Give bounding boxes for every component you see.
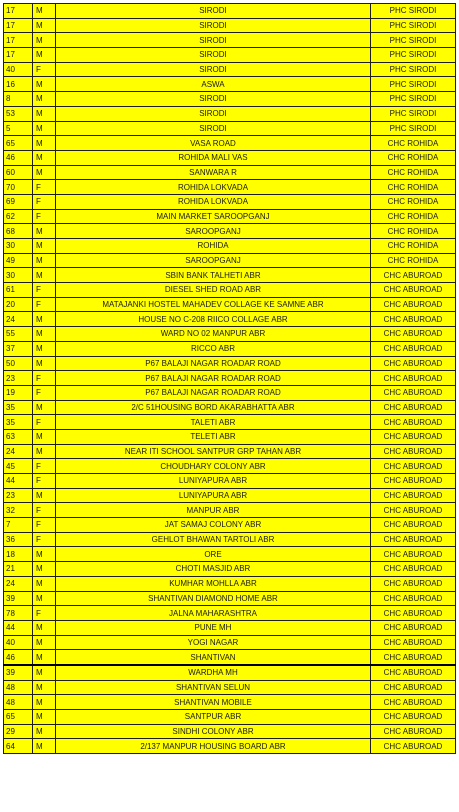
- address-cell[interactable]: SAROOPGANJ: [56, 253, 371, 268]
- hospital-cell[interactable]: PHC SIRODI: [371, 106, 456, 121]
- hospital-cell[interactable]: CHC ROHIDA: [371, 165, 456, 180]
- hospital-cell[interactable]: CHC ABUROAD: [371, 429, 456, 444]
- age-cell[interactable]: 8: [4, 92, 33, 107]
- hospital-cell[interactable]: CHC ABUROAD: [371, 268, 456, 283]
- age-cell[interactable]: 55: [4, 327, 33, 342]
- sex-cell[interactable]: M: [33, 4, 56, 19]
- hospital-cell[interactable]: CHC ABUROAD: [371, 474, 456, 489]
- sex-cell[interactable]: M: [33, 620, 56, 635]
- address-cell[interactable]: P67 BALAJI NAGAR ROADAR ROAD: [56, 371, 371, 386]
- hospital-cell[interactable]: CHC ROHIDA: [371, 194, 456, 209]
- table-row: [4, 724, 456, 739]
- hospital-cell[interactable]: CHC ABUROAD: [371, 680, 456, 695]
- sex-cell[interactable]: M: [33, 444, 56, 459]
- address-cell[interactable]: SIRODI: [56, 4, 371, 19]
- table-row: [4, 562, 456, 577]
- sex-cell[interactable]: M: [33, 429, 56, 444]
- address-cell[interactable]: JALNA MAHARASHTRA: [56, 606, 371, 621]
- age-cell[interactable]: 21: [4, 562, 33, 577]
- age-cell[interactable]: 49: [4, 253, 33, 268]
- sex-cell[interactable]: M: [33, 680, 56, 695]
- address-cell[interactable]: MAIN MARKET SAROOPGANJ: [56, 209, 371, 224]
- sex-cell[interactable]: F: [33, 283, 56, 298]
- hospital-cell[interactable]: PHC SIRODI: [371, 4, 456, 19]
- address-cell[interactable]: TELETI ABR: [56, 429, 371, 444]
- table-row: [4, 297, 456, 312]
- sex-cell[interactable]: F: [33, 503, 56, 518]
- sex-cell[interactable]: M: [33, 48, 56, 63]
- table-row: [4, 268, 456, 283]
- address-cell[interactable]: 2/137 MANPUR HOUSING BOARD ABR: [56, 739, 371, 754]
- age-cell[interactable]: 48: [4, 680, 33, 695]
- age-cell[interactable]: 24: [4, 312, 33, 327]
- age-cell[interactable]: 30: [4, 268, 33, 283]
- age-cell[interactable]: 65: [4, 710, 33, 725]
- hospital-cell[interactable]: CHC ABUROAD: [371, 547, 456, 562]
- age-cell[interactable]: 46: [4, 150, 33, 165]
- age-cell[interactable]: 32: [4, 503, 33, 518]
- sex-cell[interactable]: M: [33, 136, 56, 151]
- table-row: [4, 224, 456, 239]
- sex-cell[interactable]: F: [33, 459, 56, 474]
- hospital-cell[interactable]: CHC ABUROAD: [371, 415, 456, 430]
- age-cell[interactable]: 62: [4, 209, 33, 224]
- table-row: [4, 239, 456, 254]
- table-row: [4, 532, 456, 547]
- address-cell[interactable]: CHOTI MASJID ABR: [56, 562, 371, 577]
- age-cell[interactable]: 69: [4, 194, 33, 209]
- age-cell[interactable]: 23: [4, 488, 33, 503]
- address-cell[interactable]: WARDHA MH: [56, 665, 371, 680]
- hospital-cell[interactable]: CHC ABUROAD: [371, 695, 456, 710]
- sex-cell[interactable]: F: [33, 297, 56, 312]
- sex-cell[interactable]: F: [33, 606, 56, 621]
- table-row: [4, 253, 456, 268]
- hospital-cell[interactable]: CHC ROHIDA: [371, 224, 456, 239]
- table-row: [4, 33, 456, 48]
- address-cell[interactable]: SIRODI: [56, 62, 371, 77]
- address-cell[interactable]: ORE: [56, 547, 371, 562]
- hospital-cell[interactable]: CHC ABUROAD: [371, 665, 456, 680]
- hospital-cell[interactable]: CHC ABUROAD: [371, 650, 456, 665]
- hospital-cell[interactable]: CHC ABUROAD: [371, 283, 456, 298]
- sex-cell[interactable]: M: [33, 400, 56, 415]
- sex-cell[interactable]: M: [33, 150, 56, 165]
- age-cell[interactable]: 20: [4, 297, 33, 312]
- age-cell[interactable]: 44: [4, 474, 33, 489]
- sex-cell[interactable]: F: [33, 194, 56, 209]
- age-cell[interactable]: 78: [4, 606, 33, 621]
- hospital-cell[interactable]: CHC ABUROAD: [371, 341, 456, 356]
- sex-cell[interactable]: M: [33, 650, 56, 665]
- table-row: [4, 488, 456, 503]
- table-row: [4, 62, 456, 77]
- address-cell[interactable]: TALETI ABR: [56, 415, 371, 430]
- hospital-cell[interactable]: CHC ABUROAD: [371, 488, 456, 503]
- sex-cell[interactable]: M: [33, 665, 56, 680]
- hospital-cell[interactable]: CHC ABUROAD: [371, 400, 456, 415]
- hospital-cell[interactable]: PHC SIRODI: [371, 92, 456, 107]
- address-cell[interactable]: YOGI NAGAR: [56, 635, 371, 650]
- age-cell[interactable]: 17: [4, 48, 33, 63]
- sex-cell[interactable]: M: [33, 327, 56, 342]
- sex-cell[interactable]: F: [33, 474, 56, 489]
- address-cell[interactable]: SIRODI: [56, 33, 371, 48]
- hospital-cell[interactable]: CHC ABUROAD: [371, 297, 456, 312]
- sex-cell[interactable]: M: [33, 239, 56, 254]
- table-row: [4, 165, 456, 180]
- sex-cell[interactable]: M: [33, 341, 56, 356]
- sex-cell[interactable]: M: [33, 312, 56, 327]
- sex-cell[interactable]: M: [33, 739, 56, 754]
- age-cell[interactable]: 36: [4, 532, 33, 547]
- age-cell[interactable]: 48: [4, 695, 33, 710]
- age-cell[interactable]: 17: [4, 4, 33, 19]
- age-cell[interactable]: 35: [4, 400, 33, 415]
- table-row: [4, 429, 456, 444]
- age-cell[interactable]: 18: [4, 547, 33, 562]
- hospital-cell[interactable]: CHC ROHIDA: [371, 180, 456, 195]
- sex-cell[interactable]: M: [33, 635, 56, 650]
- hospital-cell[interactable]: PHC SIRODI: [371, 62, 456, 77]
- address-cell[interactable]: ASWA: [56, 77, 371, 92]
- hospital-cell[interactable]: CHC ABUROAD: [371, 635, 456, 650]
- address-cell[interactable]: SIRODI: [56, 106, 371, 121]
- hospital-cell[interactable]: CHC ABUROAD: [371, 371, 456, 386]
- address-cell[interactable]: MATAJANKI HOSTEL MAHADEV COLLAGE KE SAMNE ABR: [56, 297, 371, 312]
- age-cell[interactable]: 17: [4, 18, 33, 33]
- table-row: [4, 136, 456, 151]
- address-cell[interactable]: LUNIYAPURA ABR: [56, 488, 371, 503]
- hospital-cell[interactable]: PHC SIRODI: [371, 33, 456, 48]
- address-cell[interactable]: SHANTIVAN: [56, 650, 371, 665]
- hospital-cell[interactable]: PHC SIRODI: [371, 77, 456, 92]
- sex-cell[interactable]: F: [33, 62, 56, 77]
- sex-cell[interactable]: M: [33, 268, 56, 283]
- age-cell[interactable]: 40: [4, 62, 33, 77]
- hospital-cell[interactable]: CHC ROHIDA: [371, 209, 456, 224]
- spreadsheet-table: [3, 3, 456, 754]
- table-row: [4, 341, 456, 356]
- table-row: [4, 444, 456, 459]
- hospital-cell[interactable]: CHC ABUROAD: [371, 518, 456, 533]
- sex-cell[interactable]: M: [33, 18, 56, 33]
- hospital-cell[interactable]: CHC ABUROAD: [371, 327, 456, 342]
- hospital-cell[interactable]: CHC ABUROAD: [371, 385, 456, 400]
- table-row: [4, 106, 456, 121]
- age-cell[interactable]: 45: [4, 459, 33, 474]
- age-cell[interactable]: 24: [4, 576, 33, 591]
- table-row: [4, 4, 456, 19]
- age-cell[interactable]: 39: [4, 591, 33, 606]
- address-cell[interactable]: GEHLOT BHAWAN TARTOLI ABR: [56, 532, 371, 547]
- sex-cell[interactable]: F: [33, 532, 56, 547]
- sex-cell[interactable]: M: [33, 356, 56, 371]
- age-cell[interactable]: 29: [4, 724, 33, 739]
- sex-cell[interactable]: M: [33, 121, 56, 136]
- address-cell[interactable]: DIESEL SHED ROAD ABR: [56, 283, 371, 298]
- age-cell[interactable]: 46: [4, 650, 33, 665]
- age-cell[interactable]: 39: [4, 665, 33, 680]
- sex-cell[interactable]: F: [33, 180, 56, 195]
- table-row: [4, 180, 456, 195]
- address-cell[interactable]: SHANTIVAN MOBILE: [56, 695, 371, 710]
- sex-cell[interactable]: F: [33, 415, 56, 430]
- table-row: [4, 77, 456, 92]
- hospital-cell[interactable]: CHC ABUROAD: [371, 503, 456, 518]
- sex-cell[interactable]: M: [33, 165, 56, 180]
- address-cell[interactable]: MANPUR ABR: [56, 503, 371, 518]
- table-row: [4, 680, 456, 695]
- table-row: [4, 547, 456, 562]
- table-row: [4, 665, 456, 680]
- age-cell[interactable]: 44: [4, 620, 33, 635]
- table-row: [4, 620, 456, 635]
- address-cell[interactable]: LUNIYAPURA ABR: [56, 474, 371, 489]
- age-cell[interactable]: 7: [4, 518, 33, 533]
- age-cell[interactable]: 24: [4, 444, 33, 459]
- table-row: [4, 194, 456, 209]
- table-row: [4, 739, 456, 754]
- table-body: [4, 4, 456, 754]
- table-row: [4, 710, 456, 725]
- table-row: [4, 92, 456, 107]
- sex-cell[interactable]: M: [33, 92, 56, 107]
- table-row: [4, 400, 456, 415]
- sex-cell[interactable]: M: [33, 106, 56, 121]
- sex-cell[interactable]: M: [33, 710, 56, 725]
- age-cell[interactable]: 63: [4, 429, 33, 444]
- table-row: [4, 459, 456, 474]
- address-cell[interactable]: ROHIDA: [56, 239, 371, 254]
- hospital-cell[interactable]: CHC ABUROAD: [371, 724, 456, 739]
- hospital-cell[interactable]: CHC ABUROAD: [371, 532, 456, 547]
- address-cell[interactable]: SIRODI: [56, 121, 371, 136]
- age-cell[interactable]: 23: [4, 371, 33, 386]
- hospital-cell[interactable]: CHC ROHIDA: [371, 150, 456, 165]
- table-row: [4, 591, 456, 606]
- table-row: [4, 576, 456, 591]
- age-cell[interactable]: 17: [4, 33, 33, 48]
- address-cell[interactable]: ROHIDA MALI VAS: [56, 150, 371, 165]
- address-cell[interactable]: SHANTIVAN SELUN: [56, 680, 371, 695]
- table-row: [4, 415, 456, 430]
- age-cell[interactable]: 50: [4, 356, 33, 371]
- table-row: [4, 283, 456, 298]
- sex-cell[interactable]: M: [33, 724, 56, 739]
- age-cell[interactable]: 68: [4, 224, 33, 239]
- address-cell[interactable]: PUNE MH: [56, 620, 371, 635]
- hospital-cell[interactable]: CHC ROHIDA: [371, 253, 456, 268]
- hospital-cell[interactable]: CHC ABUROAD: [371, 312, 456, 327]
- address-cell[interactable]: SHANTIVAN DIAMOND HOME ABR: [56, 591, 371, 606]
- address-cell[interactable]: SIRODI: [56, 92, 371, 107]
- hospital-cell[interactable]: CHC ABUROAD: [371, 710, 456, 725]
- address-cell[interactable]: JAT SAMAJ COLONY ABR: [56, 518, 371, 533]
- address-cell[interactable]: ROHIDA LOKVADA: [56, 180, 371, 195]
- address-cell[interactable]: SANTPUR ABR: [56, 710, 371, 725]
- sex-cell[interactable]: M: [33, 253, 56, 268]
- table-row: [4, 695, 456, 710]
- sex-cell[interactable]: F: [33, 385, 56, 400]
- age-cell[interactable]: 70: [4, 180, 33, 195]
- address-cell[interactable]: VASA ROAD: [56, 136, 371, 151]
- age-cell[interactable]: 35: [4, 415, 33, 430]
- sex-cell[interactable]: M: [33, 695, 56, 710]
- hospital-cell[interactable]: PHC SIRODI: [371, 121, 456, 136]
- sex-cell[interactable]: F: [33, 371, 56, 386]
- table-row: [4, 18, 456, 33]
- age-cell[interactable]: 30: [4, 239, 33, 254]
- address-cell[interactable]: SANWARA R: [56, 165, 371, 180]
- hospital-cell[interactable]: CHC ROHIDA: [371, 136, 456, 151]
- age-cell[interactable]: 19: [4, 385, 33, 400]
- age-cell[interactable]: 64: [4, 739, 33, 754]
- hospital-cell[interactable]: CHC ABUROAD: [371, 591, 456, 606]
- sex-cell[interactable]: M: [33, 488, 56, 503]
- table-row: [4, 635, 456, 650]
- address-cell[interactable]: P67 BALAJI NAGAR ROADAR ROAD: [56, 356, 371, 371]
- table-row: [4, 503, 456, 518]
- table-row: [4, 48, 456, 63]
- address-cell[interactable]: SIRODI: [56, 18, 371, 33]
- hospital-cell[interactable]: CHC ABUROAD: [371, 739, 456, 754]
- age-cell[interactable]: 5: [4, 121, 33, 136]
- hospital-cell[interactable]: CHC ABUROAD: [371, 620, 456, 635]
- hospital-cell[interactable]: CHC ABUROAD: [371, 356, 456, 371]
- sex-cell[interactable]: M: [33, 562, 56, 577]
- hospital-cell[interactable]: CHC ABUROAD: [371, 606, 456, 621]
- sex-cell[interactable]: F: [33, 209, 56, 224]
- address-cell[interactable]: NEAR ITI SCHOOL SANTPUR GRP TAHAN ABR: [56, 444, 371, 459]
- table-row: [4, 150, 456, 165]
- age-cell[interactable]: 53: [4, 106, 33, 121]
- address-cell[interactable]: P67 BALAJI NAGAR ROADAR ROAD: [56, 385, 371, 400]
- address-cell[interactable]: KUMHAR MOHLLA ABR: [56, 576, 371, 591]
- age-cell[interactable]: 65: [4, 136, 33, 151]
- address-cell[interactable]: SAROOPGANJ: [56, 224, 371, 239]
- sex-cell[interactable]: M: [33, 224, 56, 239]
- address-cell[interactable]: SIRODI: [56, 48, 371, 63]
- hospital-cell[interactable]: PHC SIRODI: [371, 48, 456, 63]
- table-row: [4, 606, 456, 621]
- hospital-cell[interactable]: CHC ABUROAD: [371, 459, 456, 474]
- address-cell[interactable]: 2/C 51HOUSING BORD AKARABHATTA ABR: [56, 400, 371, 415]
- hospital-cell[interactable]: CHC ABUROAD: [371, 562, 456, 577]
- table-row: [4, 518, 456, 533]
- sex-cell[interactable]: M: [33, 547, 56, 562]
- age-cell[interactable]: 61: [4, 283, 33, 298]
- table-row: [4, 650, 456, 665]
- table-row: [4, 312, 456, 327]
- age-cell[interactable]: 40: [4, 635, 33, 650]
- sex-cell[interactable]: M: [33, 77, 56, 92]
- sex-cell[interactable]: M: [33, 576, 56, 591]
- address-cell[interactable]: ROHIDA LOKVADA: [56, 194, 371, 209]
- hospital-cell[interactable]: PHC SIRODI: [371, 18, 456, 33]
- table-row: [4, 209, 456, 224]
- table-row: [4, 371, 456, 386]
- age-cell[interactable]: 60: [4, 165, 33, 180]
- address-cell[interactable]: RICCO ABR: [56, 341, 371, 356]
- table-row: [4, 474, 456, 489]
- sex-cell[interactable]: M: [33, 33, 56, 48]
- sex-cell[interactable]: F: [33, 518, 56, 533]
- age-cell[interactable]: 37: [4, 341, 33, 356]
- hospital-cell[interactable]: CHC ABUROAD: [371, 444, 456, 459]
- address-cell[interactable]: HOUSE NO C-208 RIICO COLLAGE ABR: [56, 312, 371, 327]
- hospital-cell[interactable]: CHC ABUROAD: [371, 576, 456, 591]
- hospital-cell[interactable]: CHC ROHIDA: [371, 239, 456, 254]
- address-cell[interactable]: CHOUDHARY COLONY ABR: [56, 459, 371, 474]
- table-row: [4, 356, 456, 371]
- table-row: [4, 385, 456, 400]
- table-row: [4, 121, 456, 136]
- address-cell[interactable]: SINDHI COLONY ABR: [56, 724, 371, 739]
- address-cell[interactable]: SBIN BANK TALHETI ABR: [56, 268, 371, 283]
- address-cell[interactable]: WARD NO 02 MANPUR ABR: [56, 327, 371, 342]
- sex-cell[interactable]: M: [33, 591, 56, 606]
- table-row: [4, 327, 456, 342]
- age-cell[interactable]: 16: [4, 77, 33, 92]
